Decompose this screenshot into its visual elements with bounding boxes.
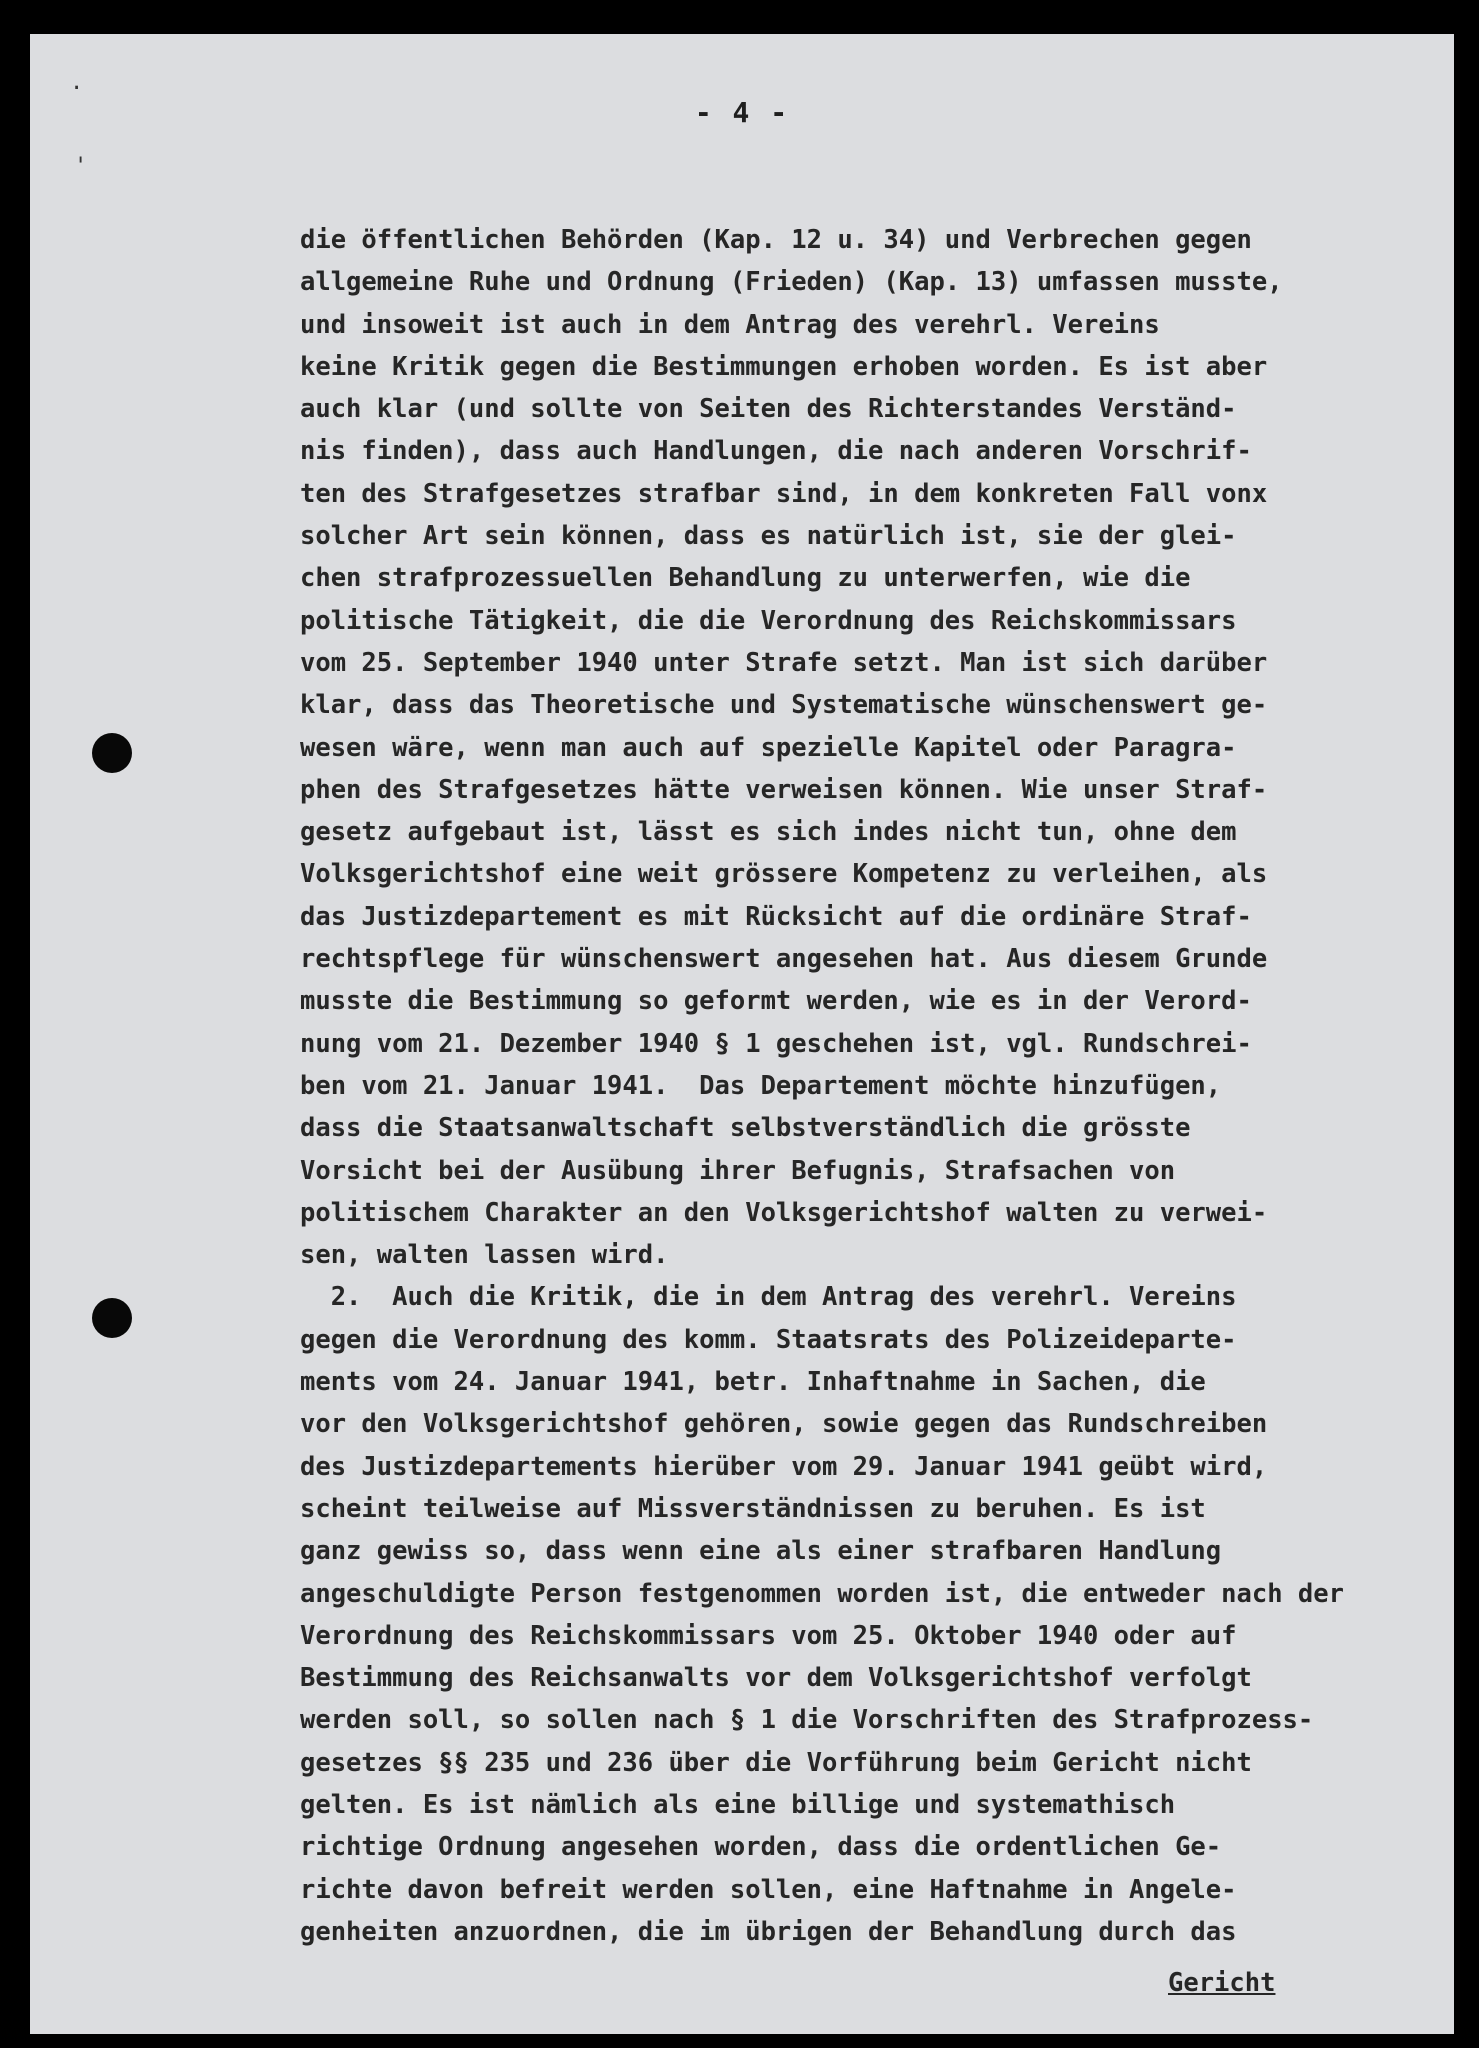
text-line: nis finden), dass auch Handlungen, die nach anderen Vorschrif- <box>300 436 1252 467</box>
text-line: dass die Staatsanwaltschaft selbstverständlich die grösste <box>300 1113 1191 1144</box>
page-number: - 4 - <box>694 96 790 129</box>
text-line: klar, dass das Theoretische und Systematische wünschenswert ge- <box>300 690 1268 721</box>
punch-hole-upper <box>92 733 132 773</box>
text-line: politische Tätigkeit, die die Verordnung des Reichskommissars <box>300 605 1237 636</box>
text-line: keine Kritik gegen die Bestimmungen erhoben worden. Es ist aber <box>300 351 1268 382</box>
text-line: genheiten anzuordnen, die im übrigen der Behandlung durch das <box>300 1916 1237 1947</box>
text-line: und insoweit ist auch in dem Antrag des verehrl. Vereins <box>300 309 1160 340</box>
text-line: musste die Bestimmung so geformt werden, wie es in der Verord- <box>300 986 1252 1017</box>
text-line: auch klar (und sollte von Seiten des Richterstandes Verständ- <box>300 394 1237 425</box>
text-line: richte davon befreit werden sollen, eine Haftnahme in Angele- <box>300 1874 1237 1905</box>
text-line: gesetz aufgebaut ist, lässt es sich indes nicht tun, ohne dem <box>300 817 1237 848</box>
document-page <box>30 34 1454 2034</box>
text-line: ben vom 21. Januar 1941. Das Departement möchte hinzufügen, <box>300 1070 1222 1101</box>
text-line: das Justizdepartement es mit Rücksicht auf die ordinäre Straf- <box>300 901 1252 932</box>
punch-hole-lower <box>92 1298 132 1338</box>
text-line: rechtspflege für wünschenswert angesehen hat. Aus diesem Grunde <box>300 944 1268 975</box>
margin-tick-mark: ' <box>74 154 88 179</box>
text-line: des Justizdepartements hierüber vom 29. Januar 1941 geübt wird, <box>300 1451 1268 1482</box>
text-line: phen des Strafgesetzes hätte verweisen können. Wie unser Straf- <box>300 774 1268 805</box>
text-line: politischem Charakter an den Volksgerichtshof walten zu verwei- <box>300 1197 1268 1228</box>
text-line: ments vom 24. Januar 1941, betr. Inhaftnahme in Sachen, die <box>300 1367 1206 1398</box>
text-line: allgemeine Ruhe und Ordnung (Frieden) (Kap. 13) umfassen musste, <box>300 267 1283 298</box>
text-line: vor den Volksgerichtshof gehören, sowie gegen das Rundschreiben <box>300 1409 1268 1440</box>
text-line: Bestimmung des Reichsanwalts vor dem Volksgerichtshof verfolgt <box>300 1663 1252 1694</box>
text-line: Volksgerichtshof eine weit grössere Kompetenz zu verleihen, als <box>300 859 1268 890</box>
text-line: ganz gewiss so, dass wenn eine als einer strafbaren Handlung <box>300 1536 1222 1567</box>
text-line: vom 25. September 1940 unter Strafe setzt. Man ist sich darüber <box>300 647 1268 678</box>
text-line: richtige Ordnung angesehen worden, dass die ordentlichen Ge- <box>300 1832 1222 1863</box>
text-line: gesetzes §§ 235 und 236 über die Vorführung beim Gericht nicht <box>300 1747 1252 1778</box>
text-line: Vorsicht bei der Ausübung ihrer Befugnis, Strafsachen von <box>300 1155 1176 1186</box>
text-line: sen, walten lassen wird. <box>300 1240 669 1271</box>
text-line: chen strafprozessuellen Behandlung zu unterwerfen, wie die <box>300 563 1191 594</box>
margin-dot-mark: · <box>70 76 84 101</box>
text-line: gelten. Es ist nämlich als eine billige und systemathisch <box>300 1789 1176 1820</box>
text-line: scheint teilweise auf Missverständnissen zu beruhen. Es ist <box>300 1493 1206 1524</box>
typed-body-text <box>300 219 1430 1953</box>
text-line: 2. Auch die Kritik, die in dem Antrag des verehrl. Vereins <box>300 1282 1237 1313</box>
text-line: ten des Strafgesetzes strafbar sind, in dem konkreten Fall vonx <box>300 478 1268 509</box>
text-line: gegen die Verordnung des komm. Staatsrats des Polizeideparte- <box>300 1324 1237 1355</box>
catchword: Gericht <box>1168 1968 1276 1998</box>
text-line: werden soll, so sollen nach § 1 die Vorschriften des Strafprozess- <box>300 1705 1314 1736</box>
text-line: nung vom 21. Dezember 1940 § 1 geschehen ist, vgl. Rundschrei- <box>300 1028 1252 1059</box>
text-line: wesen wäre, wenn man auch auf spezielle Kapitel oder Paragra- <box>300 732 1237 763</box>
text-line: die öffentlichen Behörden (Kap. 12 u. 34) und Verbrechen gegen <box>300 225 1252 255</box>
text-line: solcher Art sein können, dass es natürlich ist, sie der glei- <box>300 521 1237 552</box>
text-line: angeschuldigte Person festgenommen worden ist, die entweder nach der <box>300 1578 1344 1609</box>
text-line: Verordnung des Reichskommissars vom 25. Oktober 1940 oder auf <box>300 1620 1237 1651</box>
